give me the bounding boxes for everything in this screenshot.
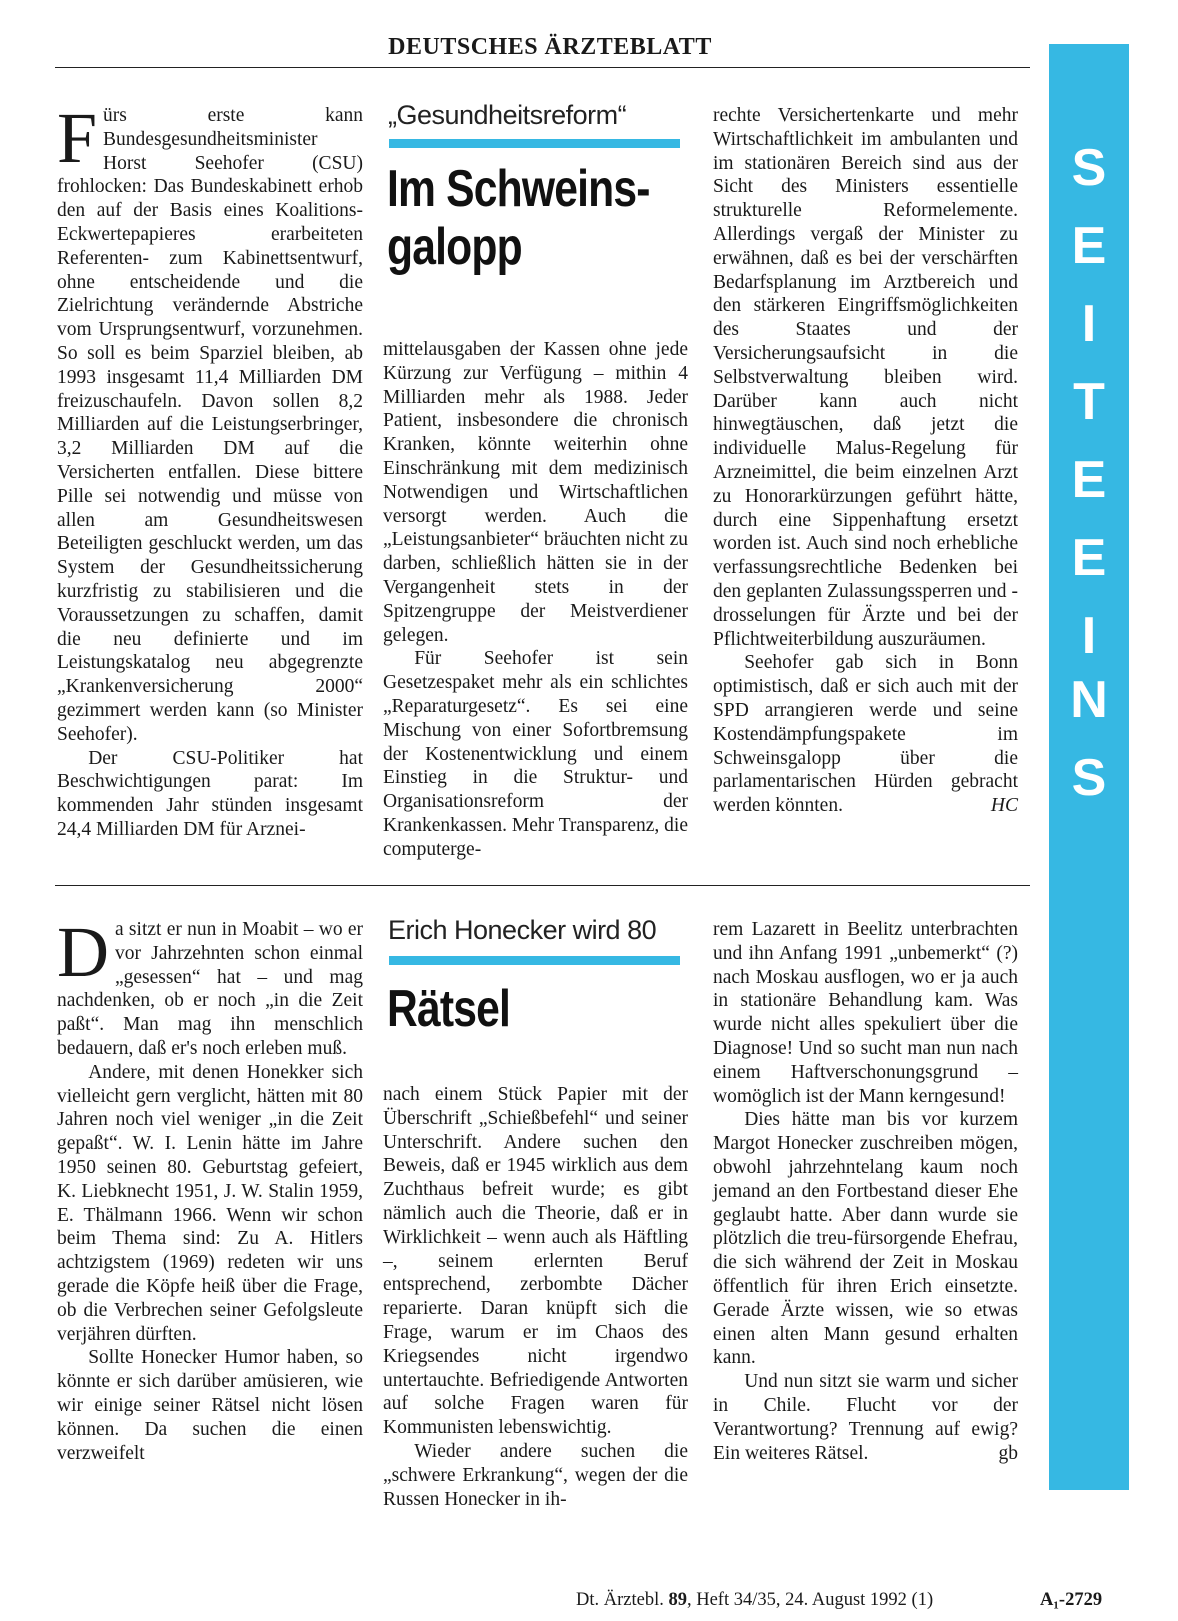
volume-number: 89 [668,1590,687,1610]
paragraph: Für Seehofer ist sein Gesetzespaket mehr als ein schlichtes „Reparaturgesetz“. Es sei eine Mischung von einer Sofortbremsung der Kostenentwicklung und einem Einstieg in die Struktur- und Organisationsreform der Krankenkassen. Mehr Transparenz, die computerge- [383,648,688,860]
article2-headline: Rätsel [387,980,511,1038]
paragraph: nach einem Stück Papier mit der Überschrift „Schießbefehl“ und seiner Unterschrift. Andere suchen den Beweis, daß er 1945 wirklich aus dem Zuchthaus befreit wurde; es gibt nämlich auch die Theorie, daß er in Wirklichkeit – wenn auch als Häftling –, seinem erlernten Beruf entsprechend, zerbombte Dächer reparierte. Daran knüpft sich die Frage, warum er im Chaos des Kriegsendes nicht irgendwo untertauchte. Befriedigende Antworten auf solche Fragen waren für Kommunisten lebenswichtig. [383,1084,688,1439]
article1-column-3 [713,104,1018,818]
sidebar-letter: S [1071,139,1107,197]
sidebar-letter: T [1073,373,1105,431]
top-rule [55,67,1030,68]
paragraph: Fürs erste kann Bundesgesundheitsminister Horst Seehofer (CSU) frohlocken: Das Bundeskabinett erhob den auf der Basis eines Koalitions-Eckwertepapieres erarbeiteten Referenten- zum Kabinettsentwurf, ohne entscheidende und die Zielrichtung verändernde Abstriche vom Ursprungsentwurf, vorzunehmen. So soll es beim Sparziel bleiben, ab 1993 insgesamt 11,4 Milliarden DM freizuschaufeln. Davon sollen 8,2 Milliarden auf die Leistungserbringer, 3,2 Milliarden DM auf die Versicherten entfallen. Diese bittere Pille sei notwendig und müsse von allen am Gesundheitswesen Beteiligten geschluckt werden, um das System der Gesundheitssicherung kurzfristig zu stabilisieren und die Voraussetzungen zu schaffen, damit die neu definierte und im Leistungskatalog neu abgegrenzte „Krankenversicherung 2000“ gezimmert werden kann (so Minister Seehofer). [57,98,363,745]
paragraph: rem Lazarett in Beelitz unterbrachten und ihn Anfang 1991 „unbemerkt“ (?) nach Moskau ausflogen, wo er ja auch in stationäre Behandlung kam. Was wurde nicht alles spekuliert über die Diagnose! Und so sucht man nun nach einem Haftverschonungsgrund – womöglich ist der Mann kerngesund! [713,919,1018,1107]
author-initials: gb [998,1442,1018,1464]
drop-cap: D [57,912,109,992]
article1-kicker: „Gesundheitsreform“ [388,100,627,130]
article2-kicker: Erich Honecker wird 80 [388,915,657,945]
paragraph: Seehofer gab sich in Bonn optimistisch, daß er sich auch mit der SPD arrangieren werde und seine Kostendämpfungspakete im Schweinsgalopp über die parlamentarischen Hürden gebracht werden könnten. HC [713,652,1018,817]
article1-headline [387,160,682,276]
article1-column-2 [383,338,688,862]
kicker-accent-bar [389,956,680,965]
paragraph: Und nun sitzt sie warm und sicher in Chile. Flucht vor der Verantwortung? Trennung auf ewig? Ein weiteres Rätsel. gb [713,1371,1018,1464]
paragraph: rechte Versichertenkarte und mehr Wirtschaftlichkeit im ambulanten und im stationären Bereich sind aus der Sicht des Ministers essentielle strukturelle Reformelemente. Allerdings vergaß der Minister zu erwähnen, daß es bei der verschärften Bedarfsplanung im Arztbereich und den stärkeren Eingriffsmöglichkeiten des Staates und der Versicherungsaufsicht in die Selbstverwaltung bleiben wird. Darüber kann auch nicht hinwegtäuschen, daß jetzt die individuelle Malus-Regelung für Arzneimittel, die beim einzelnen Arzt zu Honorarkürzungen geführt hätte, durch eine Sippenhaftung ersetzt worden ist. Auch sind noch erhebliche verfassungsrechtliche Bedenken bei den geplanten Zulassungssperren und -drosselungen für Ärzte und bei der Pflichtweiterbildung auszuräumen. [713,105,1018,650]
citation-footer: Dt. Ärztebl. 89, Heft 34/35, 24. August 1992 (1) [576,1590,934,1610]
section-divider [55,885,1030,886]
paragraph: Dies hätte man bis vor kurzem Margot Honecker zuschreiben mögen, obwohl jahrzehntelang kaum noch jemand an den Fortbestand dieser Ehe geglaubt hatte. Aber dann wurde sie plötzlich die treu-fürsorgende Ehefrau, die sich während der Zeit in Moskau öffentlich für ihren Erich einsetzte. Gerade Ärzte wissen, wie so etwas einen alten Mann gesund erhalten kann. [713,1109,1018,1369]
article2-column-2 [383,1083,688,1511]
paragraph: Da sitzt er nun in Moabit – wo er vor Jahrzehnten schon einmal „gesessen“ hat – und mag nachdenken, ob er noch „in die Zeit paßt“. Man mag ihn menschlich bedauern, daß er's noch erleben muß. [57,912,363,1059]
kicker-accent-bar [389,139,680,148]
sidebar-letter: I [1081,607,1097,665]
masthead: DEUTSCHES ÄRZTEBLATT [388,34,712,60]
paragraph: Andere, mit denen Honekker sich vielleicht gern verglicht, hätten mit 80 Jahren noch viel weniger „in die Zeit gepaßt“. W. I. Lenin hätte im Jahre 1950 seinen 80. Geburtstag gefeiert, K. Liebknecht 1951, J. W. Stalin 1959, E. Thälmann 1966. Wenn wir schon beim Thema sind: Zu A. Hitlers achtzigstem (1969) redeten wir uns gerade die Köpfe heiß über die Frage, ob die Verbrechen seiner Gefolgsleute verjähren dürften. [57,1061,363,1345]
article2-column-1 [57,912,363,1465]
headline-line: Im Schweins- [387,160,650,218]
drop-cap: F [57,98,98,178]
article1-column-1 [57,98,363,842]
paragraph: Sollte Honecker Humor haben, so könnte er sich darüber amüsieren, wie wir einige seiner Rätsel nicht lösen können. Da suchen die einen verzweifelt [57,1347,363,1464]
sidebar-letter: S [1071,749,1107,807]
paragraph: Der CSU-Politiker hat Beschwichtigungen parat: Im kommenden Jahr stünden insgesamt 24,4 Milliarden DM für Arznei- [57,747,363,840]
sidebar-letter: E [1071,217,1107,275]
sidebar-letter: E [1071,451,1107,509]
sidebar-letter: E [1071,529,1107,587]
sidebar-letter: I [1081,295,1097,353]
article2-column-3 [713,918,1018,1465]
section-sidebar [1049,44,1129,1490]
paragraph: Wieder andere suchen die „schwere Erkrankung“, wegen der die Russen Honecker in ih- [383,1440,688,1510]
author-initials: HC [990,795,1018,817]
paragraph: mittelausgaben der Kassen ohne jede Kürzung zur Verfügung – mithin 4 Milliarden mehr als 1988. Jeder Patient, insbesondere die chronisch Kranken, könnte weiterhin ohne Einschränkung mit dem medizinisch Notwendigen und Wirtschaftlichen versorgt werden. Auch die „Leistungsanbieter“ bräuchten nicht zu darben, schließlich hätten sie in der Vergangenheit stets in der Spitzengruppe der Meistverdiener gelegen. [383,339,688,646]
page-number: A₁-2729 [1040,1590,1103,1610]
headline-line: galopp [387,218,522,276]
sidebar-letter: N [1070,671,1108,729]
